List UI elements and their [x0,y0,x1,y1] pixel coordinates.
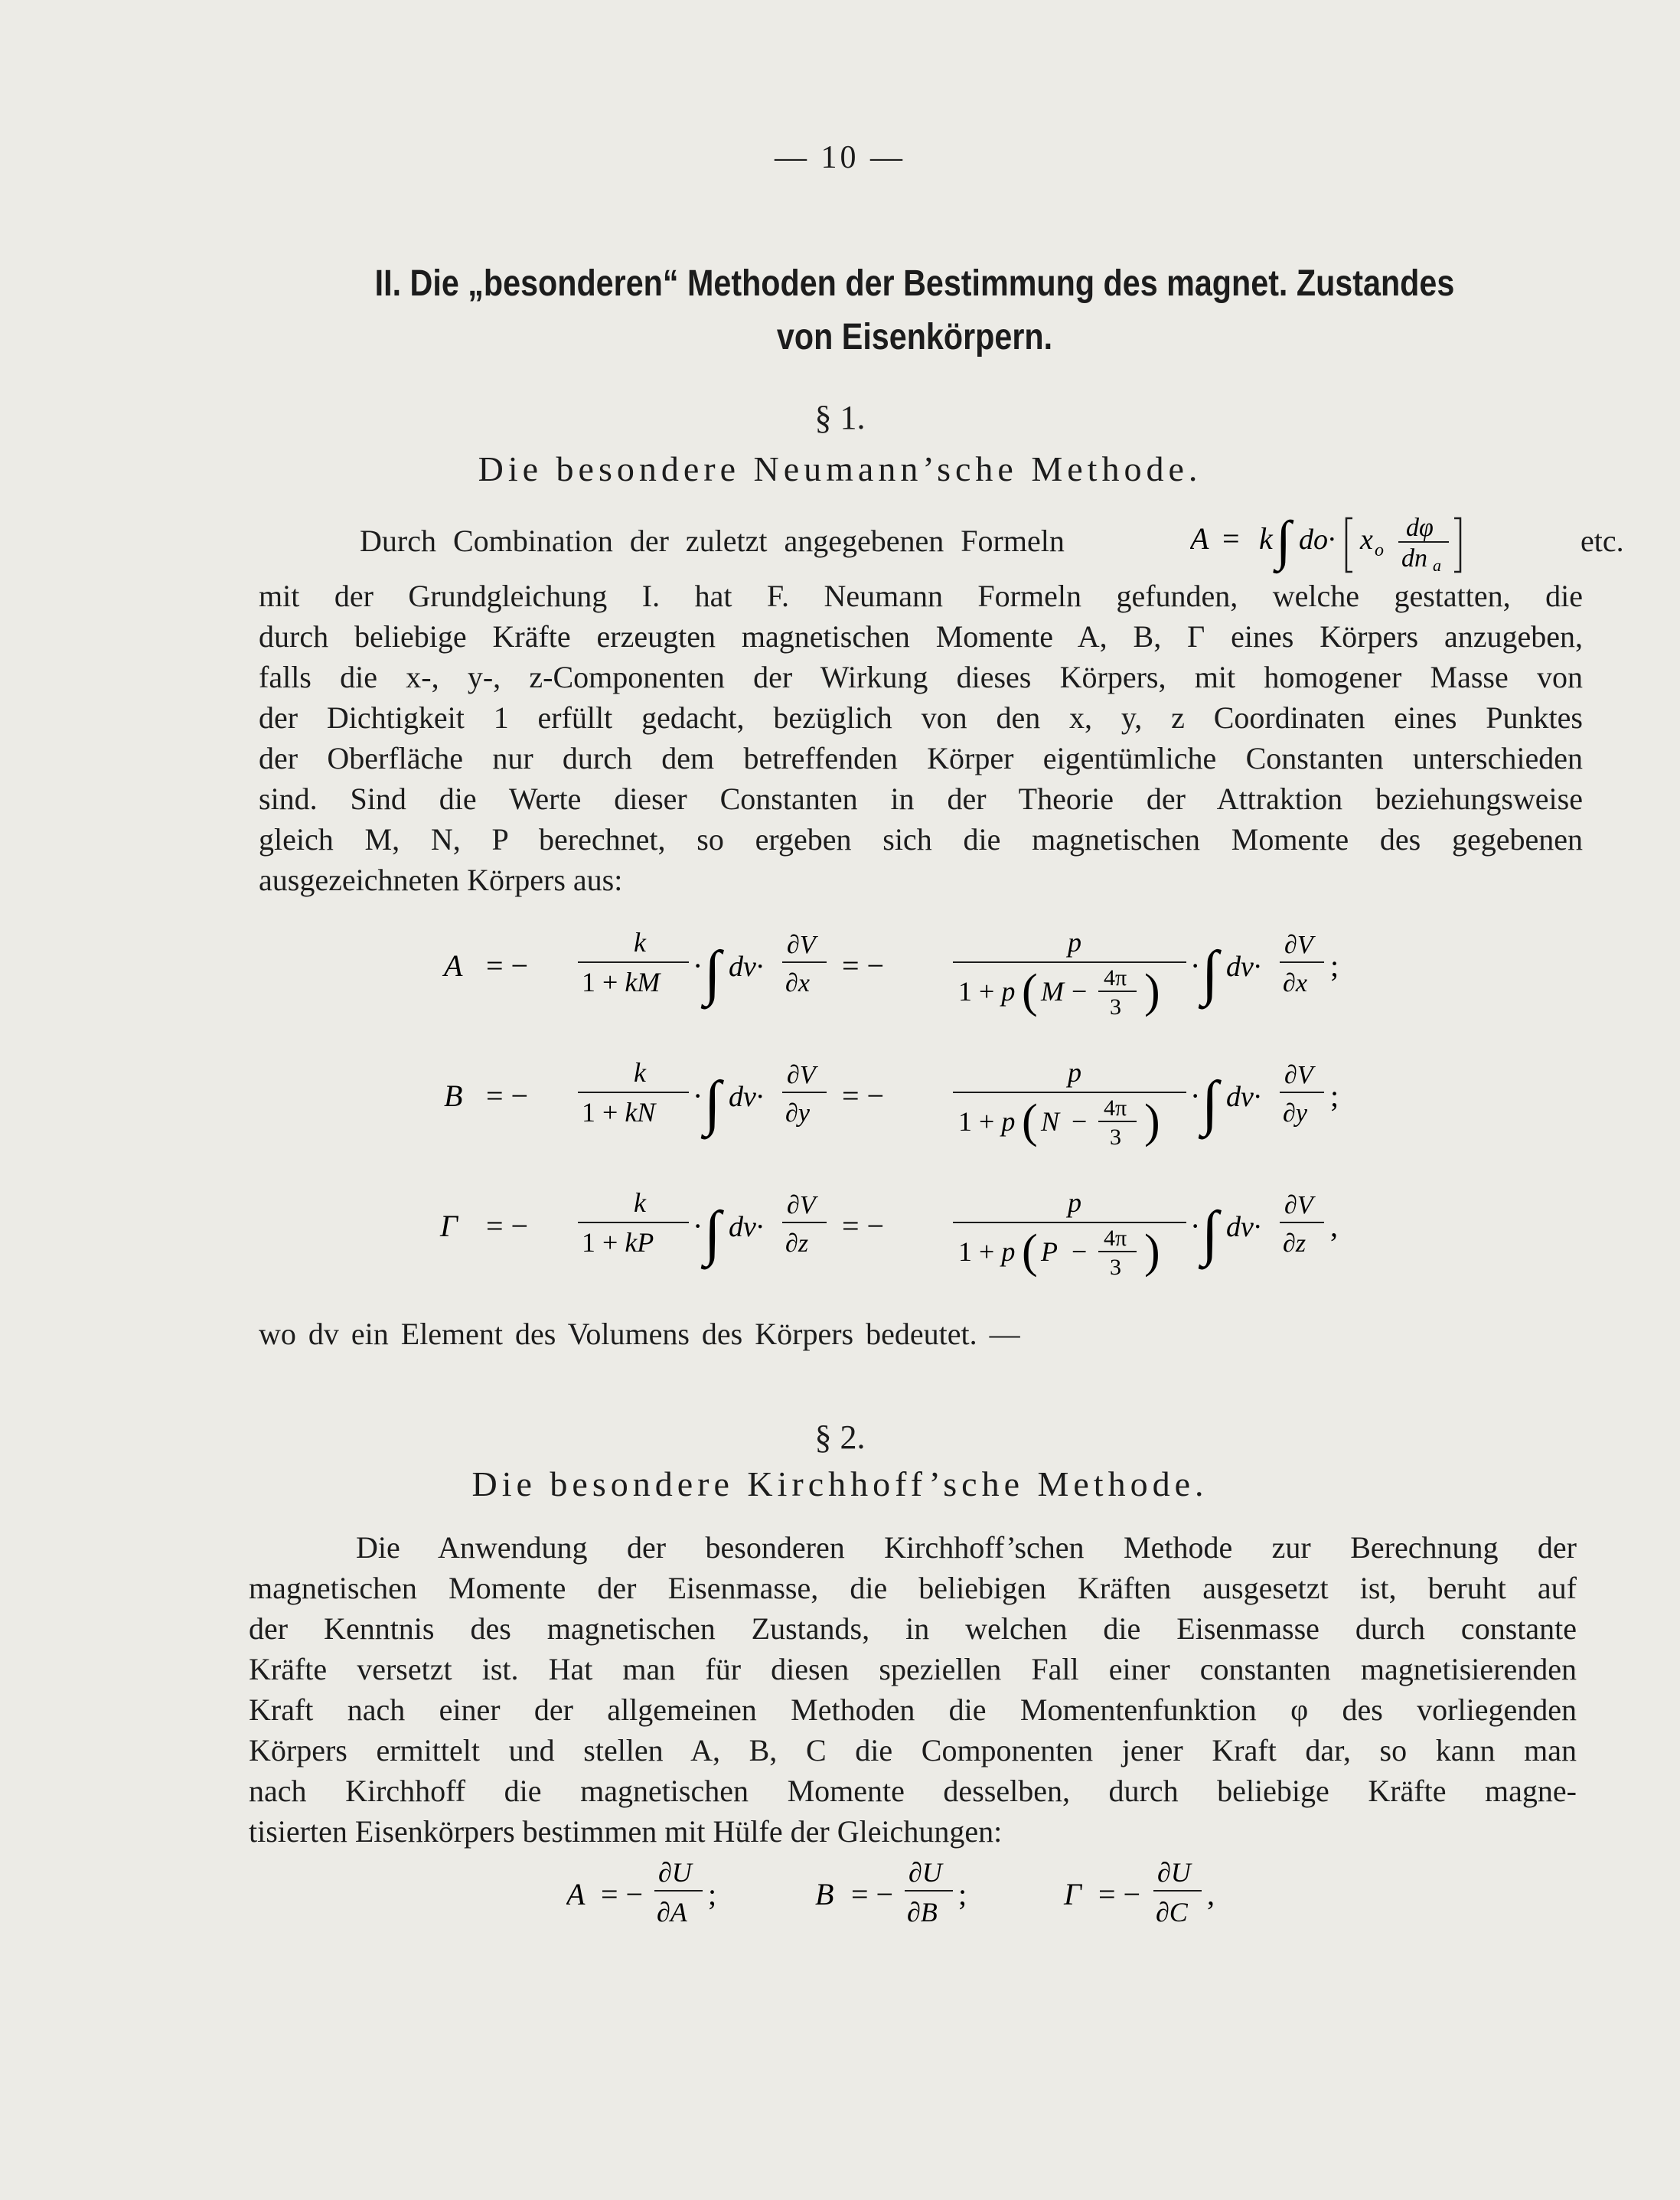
equation-Gamma [439,1187,1338,1280]
svg-text:∂x: ∂x [785,969,810,997]
svg-text:): ) [1144,1095,1160,1147]
svg-text:∂y: ∂y [785,1099,810,1128]
svg-text:∫: ∫ [1202,1069,1218,1137]
svg-text:dv·: dv· [729,1211,764,1243]
svg-text:∂z: ∂z [1283,1229,1306,1258]
svg-text:= −: = − [851,1877,894,1911]
svg-text:k: k [634,927,646,958]
svg-text:∂z: ∂z [785,1229,809,1258]
svg-text:= −: = − [486,948,529,983]
s1-line-6: sind. Sind die Werte dieser Constanten in der Theorie der Attraktion beziehungsweise [259,782,1583,816]
s2-line-5: Kraft nach einer der allgemeinen Methoden die Momentenfunktion φ des vorliegenden [249,1692,1577,1727]
svg-text:∂x: ∂x [1283,969,1307,997]
intro-text: Durch Combination der zuletzt angegebenen Formeln [360,524,1065,558]
svg-text:N: N [1041,1106,1060,1137]
svg-text:;: ; [958,1877,967,1911]
svg-text:(: ( [1022,965,1038,1017]
svg-text:∫: ∫ [1276,510,1291,571]
moment-equations [429,915,1424,1313]
svg-text:=: = [1222,521,1240,556]
s2-line-1: Die Anwendung der besonderen Kirchhoff’schen Methode zur Berechnung der [356,1530,1577,1565]
svg-text:∂U: ∂U [1157,1857,1191,1888]
svg-text:o: o [1375,540,1384,560]
svg-text:∂V: ∂V [1284,1061,1313,1089]
svg-text:): ) [1144,965,1160,1017]
svg-text:−: − [1072,1106,1088,1137]
s2-line-7: nach Kirchhoff die magnetischen Momente desselben, durch beliebige Kräfte magne- [249,1774,1577,1808]
svg-text:A: A [1190,521,1209,556]
s1-line-8: ausgezeichneten Körpers aus: [259,863,623,897]
page-number: — 10 — [775,140,905,175]
svg-text:·: · [1190,948,1201,983]
svg-text:= −: = − [486,1079,529,1113]
svg-text:∫: ∫ [1202,1200,1218,1267]
svg-text:Γ: Γ [440,1209,458,1243]
svg-text:·: · [693,948,703,983]
s1-line-1: mit der Grundgleichung I. hat F. Neumann Formeln gefunden, welche gestatten, die [259,579,1583,613]
s1-line-2: durch beliebige Kräfte erzeugten magnetischen Momente A, B, Γ eines Körpers anzugeben, [259,619,1583,654]
svg-text:∂V: ∂V [787,1061,816,1089]
svg-text:∂V: ∂V [1284,1191,1313,1219]
svg-text:= −: = − [1098,1877,1141,1911]
svg-text:dv·: dv· [729,1081,764,1113]
section-2-paragraph [249,1527,1577,1852]
svg-text:∂C: ∂C [1156,1897,1188,1927]
svg-text:∂U: ∂U [658,1857,692,1888]
svg-text:p: p [1068,1057,1081,1088]
svg-text:1 + kP: 1 + kP [582,1227,654,1258]
svg-text:4π: 4π [1104,965,1127,991]
svg-text:Γ: Γ [1064,1877,1081,1911]
svg-text:∂V: ∂V [787,1191,816,1219]
svg-text:∫: ∫ [704,939,721,1007]
svg-text:= −: = − [601,1877,644,1911]
svg-text:p: p [1068,927,1081,958]
section-2-number: § 2. [814,1418,866,1456]
svg-text:∂B: ∂B [907,1897,938,1927]
svg-text:B: B [815,1877,834,1911]
svg-text:1 + p: 1 + p [958,1106,1016,1137]
svg-text:dn: dn [1401,544,1427,573]
s1-closing-line: wo dv ein Element des Volumens des Körpers bedeutet. — [259,1317,1020,1351]
svg-text:do·: do· [1299,524,1336,556]
svg-text:B: B [444,1079,463,1113]
svg-text:3: 3 [1110,994,1121,1020]
section-1-paragraph [259,576,1583,900]
s2-line-8: tisierten Eisenkörpers bestimmen mit Hülfe der Gleichungen: [249,1814,1003,1849]
svg-text:dφ: dφ [1406,514,1434,542]
svg-text:(: ( [1022,1095,1038,1147]
svg-text:1 + p: 1 + p [958,1236,1016,1267]
svg-text:·: · [693,1079,703,1113]
svg-text:·: · [1190,1209,1201,1243]
svg-text:= −: = − [486,1209,529,1243]
svg-text:∂V: ∂V [787,931,816,959]
s1-line-7: gleich M, N, P berechnet, so ergeben sich die magnetischen Momente des gegebenen [259,822,1583,857]
section-1-closing [259,1314,1583,1354]
s1-line-5: der Oberfläche nur durch dem betreffenden Körper eigentümliche Constanten unterschieden [259,741,1583,775]
chapter-title-line-2: von Eisenkörpern. [776,317,1053,357]
equation-A [442,927,1339,1020]
equation-B [444,1057,1339,1150]
svg-text:3: 3 [1110,1255,1121,1280]
svg-text:,: , [1330,1209,1338,1243]
svg-text:;: ; [1330,948,1339,983]
svg-text:k: k [634,1187,646,1218]
svg-text:4π: 4π [1104,1226,1127,1251]
s1-line-3: falls die x-, y-, z-Componenten der Wirkung dieses Körpers, mit homogener Masse von [259,660,1583,694]
svg-text:∂U: ∂U [909,1857,942,1888]
svg-text:p: p [1068,1187,1081,1218]
s2-line-2: magnetischen Momente der Eisenmasse, die beliebigen Kräften ausgesetzt ist, beruht auf [249,1571,1577,1605]
svg-text:∫: ∫ [704,1200,721,1267]
svg-text:dv·: dv· [1226,1211,1261,1243]
svg-text:A: A [566,1877,586,1911]
chapter-title [339,257,1491,364]
section-2-heading: Die besondere Kirchhoff’sche Methode. [471,1464,1209,1503]
section-1-number: § 1. [814,399,866,436]
svg-text:x: x [1360,524,1373,556]
svg-text:∫: ∫ [704,1069,721,1137]
svg-text:1 + kN: 1 + kN [582,1097,656,1128]
intro-formula [1190,491,1519,583]
svg-text:1 + kM: 1 + kM [582,967,661,997]
svg-text:= −: = − [842,948,885,983]
s2-line-4: Kräfte versetzt ist. Hat man für diesen speziellen Fall einer constanten magnetisierenden [249,1652,1577,1686]
svg-text:= −: = − [842,1209,885,1243]
s2-line-3: der Kenntnis des magnetischen Zustands, in welchen die Eisenmasse durch constante [249,1611,1577,1646]
svg-text:3: 3 [1110,1124,1121,1150]
svg-text:4π: 4π [1104,1095,1127,1121]
svg-text:P: P [1041,1236,1058,1267]
svg-text:k: k [634,1057,646,1088]
intro-etc: etc. [1581,524,1624,558]
svg-text:dv·: dv· [729,951,764,983]
svg-text:,: , [1207,1877,1215,1911]
svg-text:dv·: dv· [1226,1081,1261,1113]
svg-text:·: · [1190,1079,1201,1113]
svg-text:∫: ∫ [1202,939,1218,1007]
section-1-heading: Die besondere Neumann’sche Methode. [478,449,1202,488]
svg-text:): ) [1144,1226,1160,1278]
svg-text:−: − [1072,1236,1088,1267]
svg-text:∂V: ∂V [1284,931,1313,959]
kirchhoff-equations [566,1852,1301,1944]
svg-text:M: M [1041,976,1064,1007]
svg-text:∂y: ∂y [1283,1099,1307,1128]
section-1-intro [360,510,1624,576]
svg-text:(: ( [1022,1226,1038,1278]
s1-line-4: der Dichtigkeit 1 erfüllt gedacht, bezüglich von den x, y, z Coordinaten eines Punktes [259,700,1583,735]
svg-text:1 + p: 1 + p [958,976,1016,1007]
svg-text:dv·: dv· [1226,951,1261,983]
svg-text:a: a [1433,556,1441,575]
svg-text:;: ; [708,1877,717,1911]
chapter-title-line-1: II. Die „besonderen“ Methoden der Bestimmung des magnet. Zustandes [374,263,1455,304]
svg-text:k: k [1259,521,1273,556]
s2-line-6: Körpers ermittelt und stellen A, B, C die Componenten jener Kraft dar, so kann man [249,1733,1577,1768]
svg-text:;: ; [1330,1079,1339,1113]
svg-text:∂A: ∂A [657,1897,687,1927]
svg-text:A: A [444,948,463,983]
svg-text:·: · [693,1209,703,1243]
svg-text:= −: = − [842,1079,885,1113]
svg-text:−: − [1072,976,1088,1007]
